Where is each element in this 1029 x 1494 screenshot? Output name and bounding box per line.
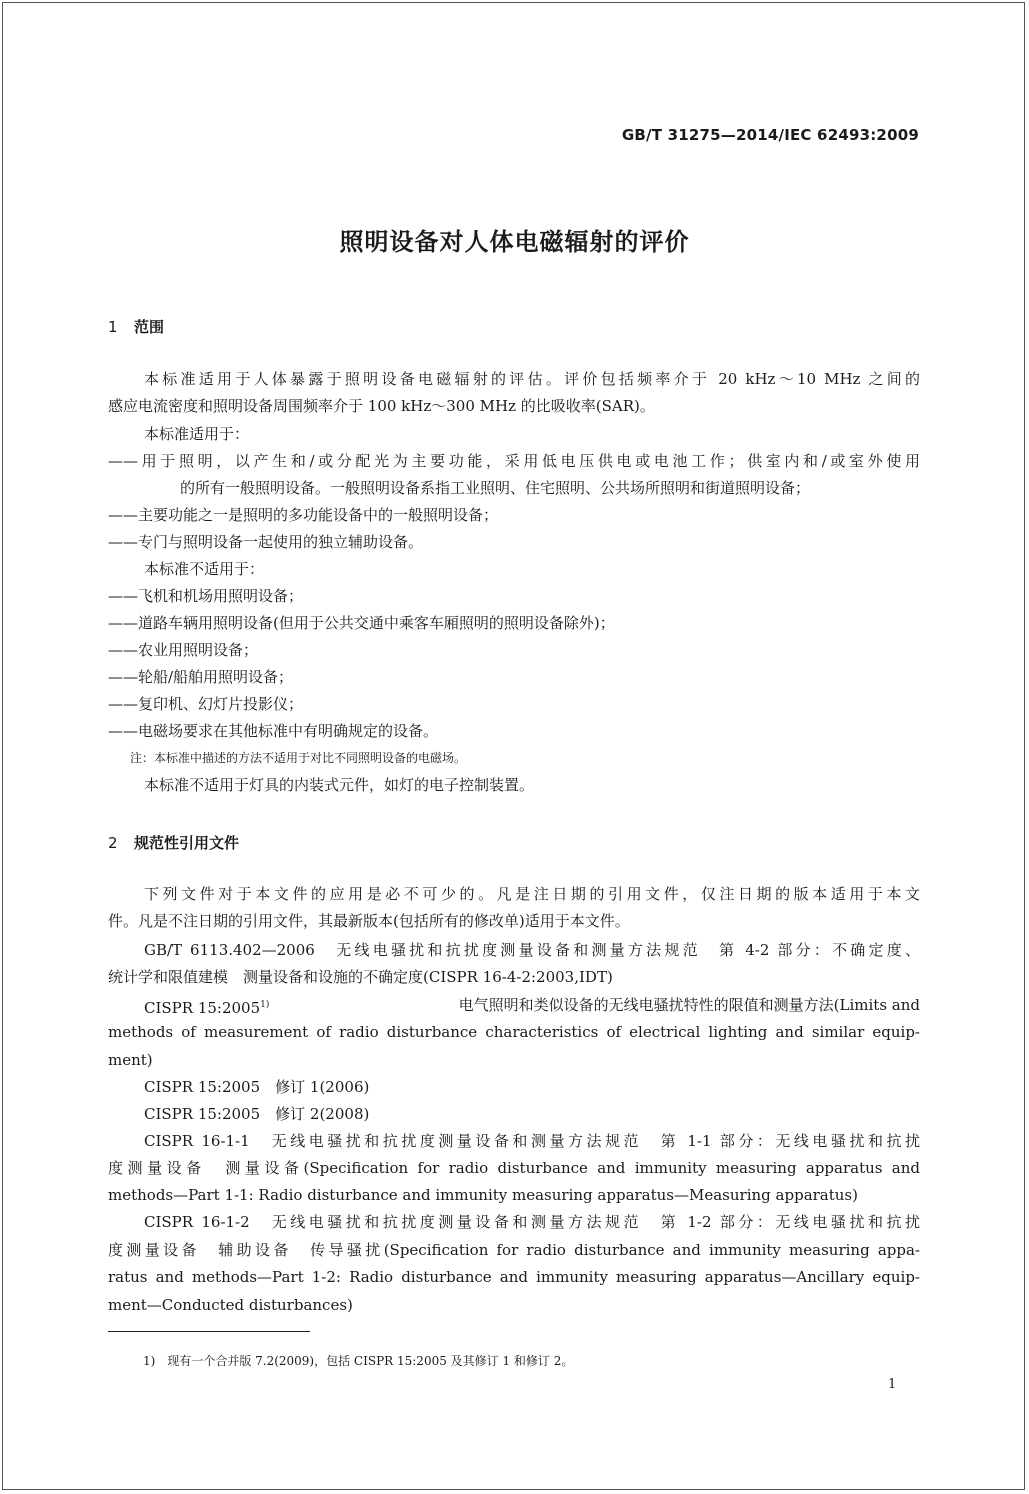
section-2-heading [108, 832, 239, 853]
list-item: ——农业用照明设备； [108, 641, 259, 659]
list-item: ——专门与照明设备一起使用的独立辅助设备。 [108, 533, 424, 551]
document-title: 照明设备对人体电磁辐射的评价 [339, 228, 690, 256]
reference-line: 度测量设备 测量设备(Specification for radio disturbance and immunity measuring apparatus and [108, 1159, 920, 1177]
reference-line: CISPR 16-1-2 无线电骚扰和抗扰度测量设备和测量方法规范 第 1-2 部分：无线电骚扰和抗扰 [144, 1213, 920, 1231]
section-title: 规范性引用文件 [134, 834, 240, 852]
list-item: ——用于照明，以产生和/或分配光为主要功能，采用低电压供电或电池工作；供室内和/或室外使用 [108, 452, 920, 470]
reference-line: CISPR 15:2005 修订 2(2008) [144, 1105, 370, 1123]
reference-line: ment—Conducted disturbances) [108, 1296, 353, 1314]
reference-line: CISPR 16-1-1 无线电骚扰和抗扰度测量设备和测量方法规范 第 1-1 部分：无线电骚扰和抗扰 [144, 1132, 920, 1150]
paragraph-line: 本标准适用于： [144, 425, 250, 443]
paragraph-line: 件。凡是不注日期的引用文件，其最新版本(包括所有的修改单)适用于本文件。 [108, 912, 630, 930]
reference-line: ment) [108, 1051, 153, 1069]
paragraph-line: 本标准不适用于灯具的内装式元件，如灯的电子控制装置。 [144, 776, 535, 794]
paragraph-line: 感应电流密度和照明设备周围频率介于 100 kHz～300 MHz 的比吸收率(SAR)。 [108, 397, 655, 415]
footnote: 1) 现有一个合并版 7.2(2009)，包括 CISPR 15:2005 及其修订 1 和修订 2。 [143, 1354, 574, 1368]
reference-line [144, 995, 920, 1018]
reference-line: 统计学和限值建模 测量设备和设施的不确定度(CISPR 16-4-2:2003,IDT) [108, 968, 613, 986]
paragraph-line: 下列文件对于本文件的应用是必不可少的。凡是注日期的引用文件，仅注日期的版本适用于本文 [144, 885, 920, 903]
list-item: ——电磁场要求在其他标准中有明确规定的设备。 [108, 722, 439, 740]
page-number: 1 [888, 1377, 897, 1392]
reference-code [144, 995, 269, 1018]
note: 注：本标准中描述的方法不适用于对比不同照明设备的电磁场。 [130, 751, 467, 765]
reference-line: GB/T 6113.402—2006 无线电骚扰和抗扰度测量设备和测量方法规范 第 4-2 部分：不确定度、 [144, 941, 920, 959]
section-1-heading [108, 316, 164, 337]
list-item-continuation: 的所有一般照明设备。一般照明设备系指工业照明、住宅照明、公共场所照明和街道照明设备； [180, 479, 811, 497]
standard-code: GB/T 31275—2014/IEC 62493:2009 [621, 126, 919, 144]
section-title: 范围 [134, 318, 165, 336]
footnote-divider [108, 1331, 310, 1332]
reference-line: methods of measurement of radio disturbance characteristics of electrical lighting and similar equip- [108, 1023, 920, 1041]
paragraph-line: 本标准适用于人体暴露于照明设备电磁辐射的评估。评价包括频率介于 20 kHz～10 MHz 之间的 [144, 370, 920, 388]
section-number: 1 [108, 318, 118, 336]
list-item: ——轮船/船舶用照明设备； [108, 668, 294, 686]
reference-line: ratus and methods—Part 1-2: Radio disturbance and immunity measuring apparatus—Ancillary equip- [108, 1268, 920, 1286]
paragraph-line: 本标准不适用于： [144, 560, 265, 578]
reference-line: 度测量设备 辅助设备 传导骚扰(Specification for radio disturbance and immunity measuring appa- [108, 1241, 920, 1259]
reference-title: 电气照明和类似设备的无线电骚扰特性的限值和测量方法(Limits and [443, 996, 920, 1014]
reference-code-text: CISPR 15:2005 [144, 999, 261, 1017]
reference-line: CISPR 15:2005 修订 1(2006) [144, 1078, 370, 1096]
reference-line: methods—Part 1-1: Radio disturbance and immunity measuring apparatus—Measuring apparatus) [108, 1186, 858, 1204]
list-item: ——主要功能之一是照明的多功能设备中的一般照明设备； [108, 506, 499, 524]
list-item: ——道路车辆用照明设备(但用于公共交通中乘客车厢照明的照明设备除外)； [108, 614, 615, 632]
section-number: 2 [108, 834, 118, 852]
list-item: ——复印机、幻灯片投影仪； [108, 695, 304, 713]
footnote-marker: 1) [260, 1000, 270, 1010]
list-item: ——飞机和机场用照明设备； [108, 587, 304, 605]
